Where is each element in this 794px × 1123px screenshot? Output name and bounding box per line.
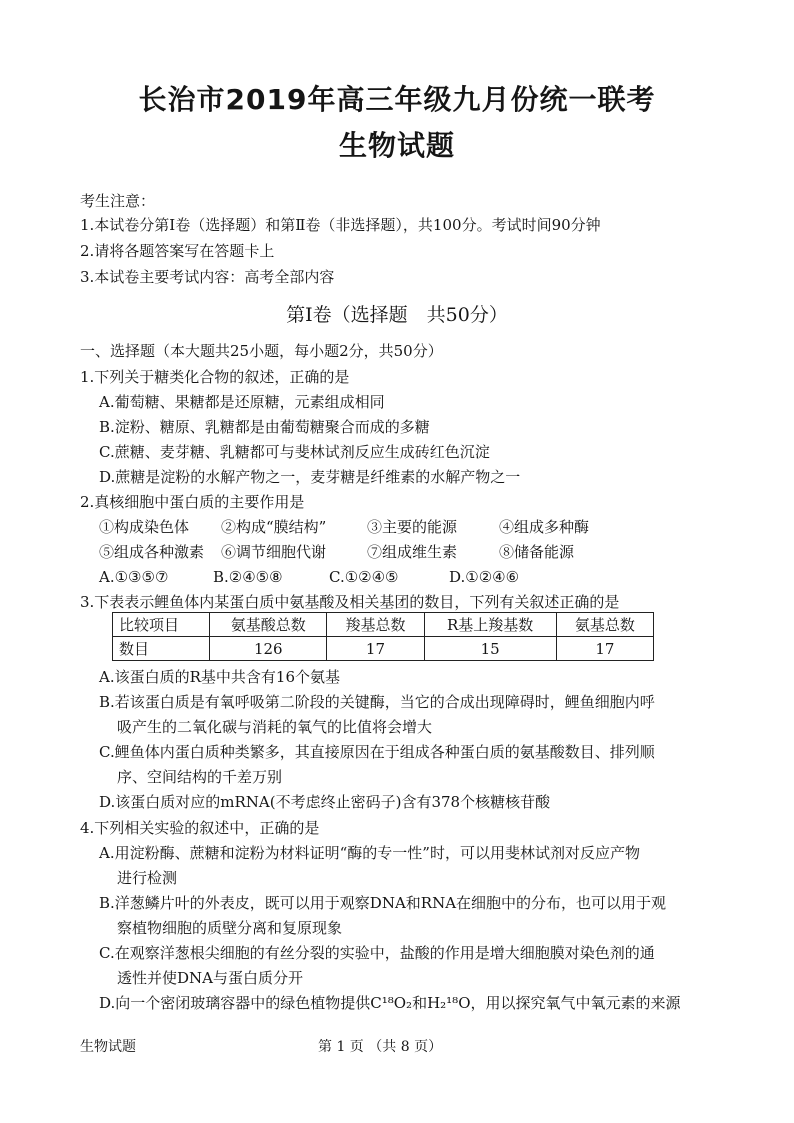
option-a: A.葡萄糖、果糖都是还原糖，元素组成相同 [99,393,385,411]
table-cell: 126 [210,637,327,661]
exam-subtitle: 生物试题 [338,129,455,162]
statement: ⑦组成维生素 [367,543,458,561]
statement: ①构成染色体 [99,518,190,536]
exam-title: 长治市2019年高三年级九月份统一联考 [138,83,656,116]
option-b-continued: 吸产生的二氧化碳与消耗的氧气的比值将会增大 [117,718,433,736]
question-stem: 4.下列相关实验的叙述中，正确的是 [80,819,320,837]
option-b: B.若该蛋白质是有氧呼吸第二阶段的关键酶，当它的合成出现障碍时，鲤鱼细胞内呼 [99,693,655,711]
section-intro: 一、选择题（本大题共25小题，每小题2分，共50分） [80,342,443,360]
option-a: A.该蛋白质的R基中共含有16个氨基 [99,668,340,686]
option-c: C.在观察洋葱根尖细胞的有丝分裂的实验中，盐酸的作用是增大细胞膜对染色剂的通 [99,944,655,962]
option-a-continued: 进行检测 [117,869,178,887]
answer-c: C.①②④⑤ [329,568,399,586]
table-row [113,637,654,661]
table-header: 比较项目 [113,613,210,637]
notice-item: 3.本试卷主要考试内容：高考全部内容 [80,268,335,286]
table-header: R基上羧基数 [424,613,556,637]
table-header-row [113,613,654,637]
notice-heading: 考生注意： [80,192,156,210]
table-header: 氨基酸总数 [210,613,327,637]
notice-item: 2.请将各题答案写在答题卡上 [80,242,275,260]
table-cell: 15 [424,637,556,661]
table-header: 氨基总数 [556,613,653,637]
statement: ⑤组成各种激素 [99,543,205,561]
option-c: C.鲤鱼体内蛋白质种类繁多，其直接原因在于组成各种蛋白质的氨基酸数目、排列顺 [99,743,655,761]
option-c: C.蔗糖、麦芽糖、乳糖都可与斐林试剂反应生成砖红色沉淀 [99,443,490,461]
answer-b: B.②④⑤⑧ [213,568,283,586]
table-header: 羧基总数 [327,613,424,637]
statement: ④组成多种酶 [499,518,590,536]
notice-item: 1.本试卷分第Ⅰ卷（选择题）和第Ⅱ卷（非选择题），共100分。考试时间90分钟 [80,216,601,234]
table-cell: 17 [327,637,424,661]
option-a: A.用淀粉酶、蔗糖和淀粉为材料证明“酶的专一性”时，可以用斐林试剂对反应产物 [99,844,640,862]
footer-subject: 生物试题 [80,1039,136,1055]
option-c-continued: 透性并使DNA与蛋白质分开 [117,969,303,987]
table-cell: 17 [556,637,653,661]
page-number: 第 1 页 （共 8 页） [318,1039,443,1055]
option-b: B.淀粉、糖原、乳糖都是由葡萄糖聚合而成的多糖 [99,418,430,436]
statement: ⑥调节细胞代谢 [221,543,327,561]
option-c-continued: 序、空间结构的千差万别 [117,768,283,786]
answer-d: D.①②④⑥ [449,568,520,586]
question-stem: 1.下列关于糖类化合物的叙述，正确的是 [80,368,350,386]
option-d: D.蔗糖是淀粉的水解产物之一，麦芽糖是纤维素的水解产物之一 [99,468,521,486]
question-stem: 2.真核细胞中蛋白质的主要作用是 [80,493,305,511]
table-cell: 数目 [113,637,210,661]
answer-a: A.①③⑤⑦ [99,568,169,586]
option-d: D.该蛋白质对应的mRNA(不考虑终止密码子)含有378个核糖核苷酸 [99,793,551,811]
question-stem: 3.下表表示鲤鱼体内某蛋白质中氨基酸及相关基团的数目，下列有关叙述正确的是 [80,593,620,611]
option-d: D.向一个密闭玻璃容器中的绿色植物提供C¹⁸O₂和H₂¹⁸O，用以探究氧气中氧元素的来源 [99,994,681,1012]
statement: ②构成“膜结构” [221,518,327,536]
option-b-continued: 察植物细胞的质壁分离和复原现象 [117,919,343,937]
statement: ③主要的能源 [367,518,458,536]
amino-acid-table [112,612,654,661]
statement: ⑧储备能源 [499,543,575,561]
option-b: B.洋葱鳞片叶的外表皮，既可以用于观察DNA和RNA在细胞中的分布，也可以用于观 [99,894,667,912]
section-title: 第Ⅰ卷（选择题 共50分） [286,304,508,326]
